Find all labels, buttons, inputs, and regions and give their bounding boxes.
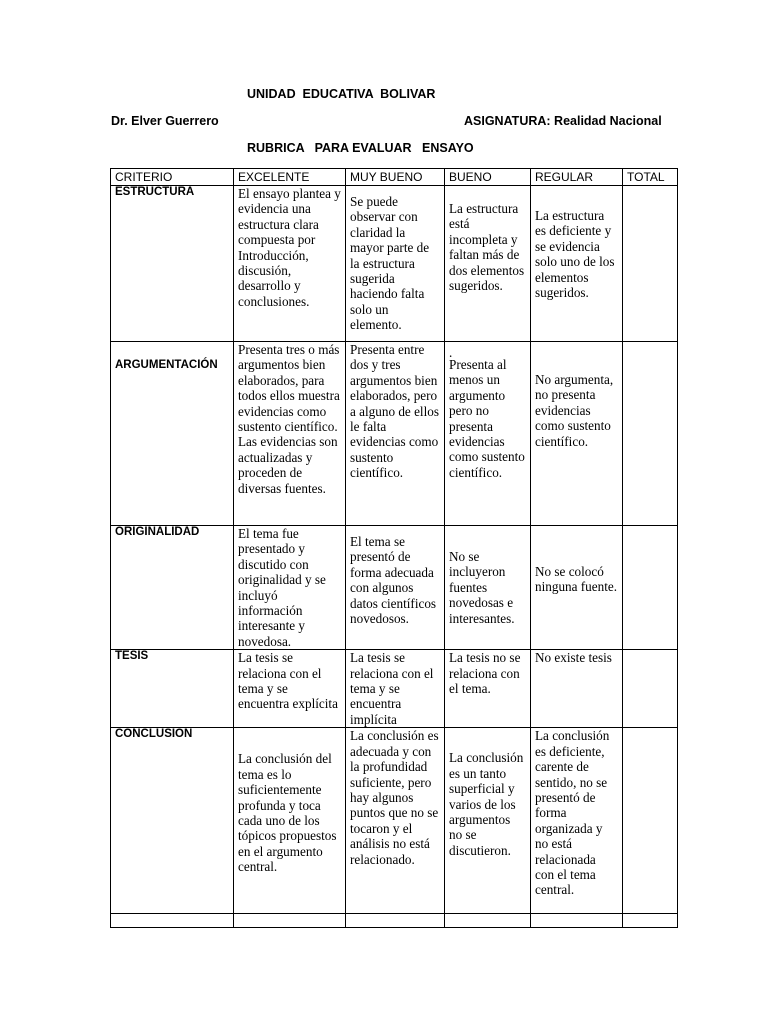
col-header-total: TOTAL xyxy=(623,169,678,186)
regular-cell: La estructura es deficiente y se evidencia solo uno de los elementos sugeridos. xyxy=(531,186,623,342)
total-cell xyxy=(623,728,678,914)
empty-cell xyxy=(346,914,445,928)
bueno-cell: No se incluyeron fuentes novedosas e interesantes. xyxy=(445,526,531,650)
school-name: UNIDAD EDUCATIVA BOLIVAR xyxy=(247,87,436,101)
regular-cell: No argumenta, no presenta evidencias como sustento científico. xyxy=(531,342,623,526)
rubric-title: RUBRICA PARA EVALUAR ENSAYO xyxy=(247,141,474,155)
bueno-cell: La estructura está incompleta y faltan más de dos elementos sugeridos. xyxy=(445,186,531,342)
col-header-criterio: CRITERIO xyxy=(111,169,234,186)
regular-cell: No existe tesis xyxy=(531,650,623,728)
subject-label: ASIGNATURA: Realidad Nacional xyxy=(464,114,662,128)
header-row xyxy=(111,169,678,186)
bueno-dot: . xyxy=(449,345,453,360)
muy-bueno-cell: Presenta entre dos y tres argumentos bien elaborados, pero a alguno de ellos le falta evidencias como sustento científico. xyxy=(346,342,445,526)
table-row-originalidad xyxy=(111,526,678,650)
bueno-cell: La conclusión es un tanto superficial y varios de los argumentos no se discutieron. xyxy=(445,728,531,914)
empty-cell xyxy=(623,914,678,928)
bueno-text: Presenta al menos un argumento pero no presenta evidencias como sustento científico. xyxy=(449,357,525,480)
regular-cell: No se colocó ninguna fuente. xyxy=(531,526,623,650)
muy-bueno-cell: El tema se presentó de forma adecuada con algunos datos científicos novedosos. xyxy=(346,526,445,650)
col-header-excelente: EXCELENTE xyxy=(234,169,346,186)
col-header-muy-bueno: MUY BUENO xyxy=(346,169,445,186)
empty-cell xyxy=(445,914,531,928)
total-cell xyxy=(623,186,678,342)
muy-bueno-cell: La conclusión es adecuada y con la profundidad suficiente, pero hay algunos puntos que no se tocaron y el análisis no está relacionado. xyxy=(346,728,445,914)
col-header-bueno: BUENO xyxy=(445,169,531,186)
criterion-cell: TESIS xyxy=(111,650,234,728)
bueno-cell: La tesis no se relaciona con el tema. xyxy=(445,650,531,728)
criterion-cell: ARGUMENTACIÓN xyxy=(111,342,234,526)
teacher-name: Dr. Elver Guerrero xyxy=(111,114,219,128)
excelente-cell: La tesis se relaciona con el tema y se encuentra explícita xyxy=(234,650,346,728)
empty-cell xyxy=(531,914,623,928)
excelente-cell: Presenta tres o más argumentos bien elaborados, para todos ellos muestra evidencias como sustento científico. Las evidencias son actualizadas y proceden de diversas fuentes. xyxy=(234,342,346,526)
excelente-cell: La conclusión del tema es lo suficientemente profunda y toca cada uno de los tópicos propuestos en el argumento central. xyxy=(234,728,346,914)
muy-bueno-cell: Se puede observar con claridad la mayor parte de la estructura sugerida haciendo falta solo un elemento. xyxy=(346,186,445,342)
table-row-tesis xyxy=(111,650,678,728)
table-row-estructura xyxy=(111,186,678,342)
empty-cell xyxy=(234,914,346,928)
total-cell xyxy=(623,650,678,728)
table-row-empty xyxy=(111,914,678,928)
regular-cell: La conclusión es deficiente, carente de sentido, no se presentó de forma organizada y no está relacionada con el tema central. xyxy=(531,728,623,914)
excelente-cell: El ensayo plantea y evidencia una estructura clara compuesta por Introducción, discusión, desarrollo y conclusiones. xyxy=(234,186,346,342)
excelente-cell: El tema fue presentado y discutido con originalidad y se incluyó información interesante y novedosa. xyxy=(234,526,346,650)
total-cell xyxy=(623,526,678,650)
col-header-regular: REGULAR xyxy=(531,169,623,186)
muy-bueno-cell: La tesis se relaciona con el tema y se encuentra implícita xyxy=(346,650,445,728)
criterion-cell: ORIGINALIDAD xyxy=(111,526,234,650)
criterion-cell: ESTRUCTURA xyxy=(111,186,234,342)
bueno-cell xyxy=(445,342,531,526)
empty-cell xyxy=(111,914,234,928)
table-row-conclusion xyxy=(111,728,678,914)
criterion-cell: CONCLUSION xyxy=(111,728,234,914)
table-row-argumentacion xyxy=(111,342,678,526)
rubric-table xyxy=(110,168,678,928)
total-cell xyxy=(623,342,678,526)
